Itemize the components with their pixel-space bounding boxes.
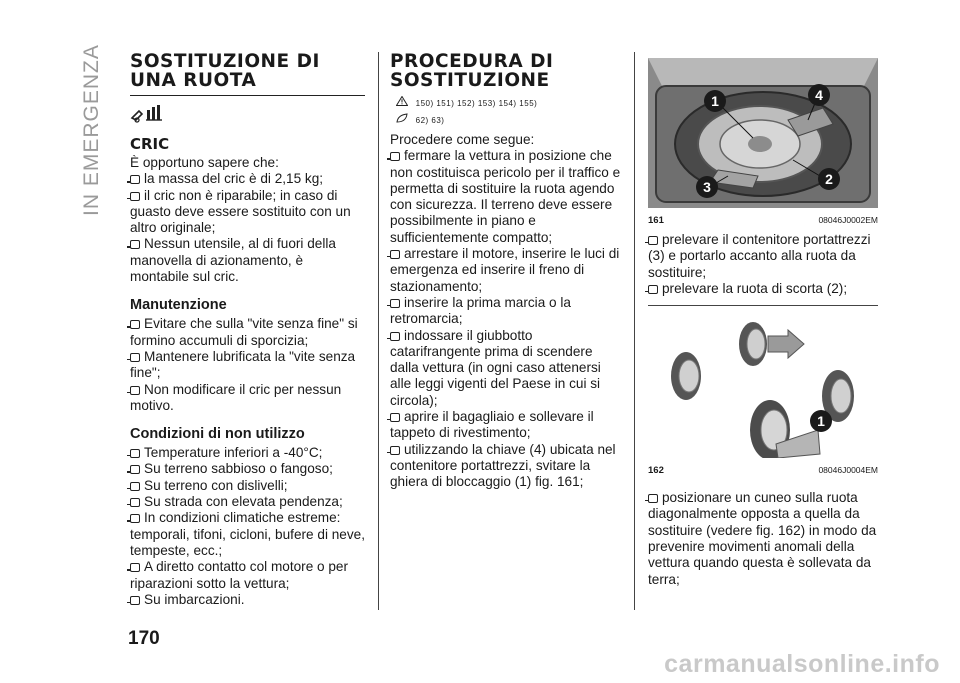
list-item: Non modificare il cric per nessun motivo. [130, 381, 342, 413]
callout-2: 2 [818, 168, 840, 190]
warning-triangle-icon [396, 94, 412, 109]
list-item: aprire il bagagliaio e sollevare il tappeto di rivestimento; [390, 409, 594, 441]
list-item: prelevare il contenitore portattrezzi (3) e portarlo accanto alla ruota da sostituire; [648, 232, 871, 280]
figure-161 [648, 58, 878, 226]
list-item: Su strada con elevata pendenza; [130, 494, 365, 510]
cric-intro: È opportuno sapere che: [130, 155, 279, 170]
bullet-icon [390, 152, 400, 161]
divider [648, 305, 878, 306]
bullet-icon [390, 413, 400, 422]
list-item: Mantenere lubrificata la "vite senza fine"; [130, 348, 356, 381]
watermark: carmanualsonline.info [664, 650, 940, 678]
list-item: A diretto contatto col motore o per riparazioni sotto la vettura; [130, 559, 349, 591]
list-item: Su terreno con dislivelli; [130, 478, 365, 494]
bullet-icon [130, 563, 140, 572]
list-item: posizionare un cuneo sulla ruota diagonalmente opposta a quella da sostituire (vedere fig. 162) in modo da prevenire movimenti anomali della vettura quando questa è sollevata da terra; [648, 490, 877, 587]
steps-list-b [648, 490, 878, 588]
bullet-icon [130, 175, 140, 184]
bullet-icon [390, 299, 400, 308]
conditions-heading: Condizioni di non utilizzo [130, 426, 305, 443]
bullet-icon [130, 240, 140, 249]
section-side-title: IN EMERGENZA [80, 44, 103, 216]
figure-caption: 162 08046J0004EM [648, 465, 878, 477]
column-divider [378, 52, 379, 610]
callout-3: 3 [696, 176, 718, 198]
list-item: Su imbarcazioni. [130, 592, 365, 608]
bullet-icon [648, 236, 658, 245]
list-item: Temperature inferiori a -40°C; [130, 445, 365, 461]
conditions-list [130, 445, 365, 608]
section-title: PROCEDURA DI SOSTITUZIONE [390, 51, 554, 91]
bullet-icon [130, 514, 140, 523]
list-item: In condizioni climatiche estreme: temporali, tifoni, cicloni, bufere di neve, tempeste, ecc.; [130, 510, 365, 558]
environment-leaf-icon [396, 111, 412, 126]
procedure-list [390, 148, 622, 490]
wheel-chock-illustration [648, 318, 878, 458]
steps-list-a [648, 232, 878, 297]
list-item: Nessun utensile, al di fuori della manovella di azionamento, è montabile sul cric. [130, 236, 336, 285]
bullet-icon [130, 498, 140, 507]
cric-list [130, 171, 365, 285]
section-title: SOSTITUZIONE DI UNA RUOTA [130, 52, 365, 96]
spare-wheel-trunk-illustration [648, 58, 878, 208]
list-item: indossare il giubbotto catarifrangente prima di scendere dalla vettura (in ogni caso attenersi alle leggi vigenti del Paese in cui si circola); [390, 327, 601, 408]
list-item: arrestare il motore, inserire le luci di emergenza ed inserire il freno di stazionamento; [390, 246, 620, 294]
column-1 [130, 52, 365, 608]
list-item: Su terreno sabbioso o fangoso; [130, 461, 365, 477]
figure-caption: 161 08046J0002EM [648, 215, 878, 226]
bullet-icon [390, 250, 400, 259]
bullet-icon [130, 386, 140, 395]
page-number: 170 [128, 628, 160, 649]
bullet-icon [390, 332, 400, 341]
maintenance-heading: Manutenzione [130, 297, 227, 314]
bullet-icon [130, 192, 140, 201]
column-2 [390, 52, 622, 491]
procedure-intro: Procedere come segue: [390, 132, 535, 147]
bullet-icon [130, 353, 140, 362]
cric-heading: CRIC [130, 135, 170, 153]
jack-wrench-icon [130, 102, 365, 129]
column-divider [634, 52, 635, 610]
warning-refs: 150) 151) 152) 153) 154) 155) [396, 94, 622, 109]
callout-1: 1 [810, 410, 832, 432]
bullet-icon [130, 449, 140, 458]
bullet-icon [648, 494, 658, 503]
callout-4: 4 [808, 84, 830, 106]
bullet-icon [390, 446, 400, 455]
environment-refs: 62) 63) [396, 111, 622, 126]
column-3 [648, 52, 878, 588]
bullet-icon [130, 596, 140, 605]
list-item: Evitare che sulla "vite senza fine" si formino accumuli di sporcizia; [130, 316, 358, 348]
bullet-icon [130, 482, 140, 491]
list-item: inserire la prima marcia o la retromarcia; [390, 294, 571, 327]
figure-162 [648, 318, 878, 476]
bullet-icon [130, 465, 140, 474]
list-item: il cric non è riparabile; in caso di guasto deve essere sostituito con un altro originale; [130, 187, 351, 236]
list-item: la massa del cric è di 2,15 kg; [130, 171, 365, 187]
list-item: prelevare la ruota di scorta (2); [648, 281, 878, 297]
bullet-icon [130, 320, 140, 329]
list-item: utilizzando la chiave (4) ubicata nel contenitore portattrezzi, svitare la ghiera di bloccaggio (1) fig. 161; [390, 441, 616, 490]
bullet-icon [648, 285, 658, 294]
maintenance-list [130, 316, 365, 414]
callout-1: 1 [704, 90, 726, 112]
list-item: fermare la vettura in posizione che non costituisca pericolo per il traffico e permetta di sostituire la ruota agendo con sicurezza. Il terreno deve essere possibilmente in piano e sufficientemente compatto; [390, 148, 621, 245]
